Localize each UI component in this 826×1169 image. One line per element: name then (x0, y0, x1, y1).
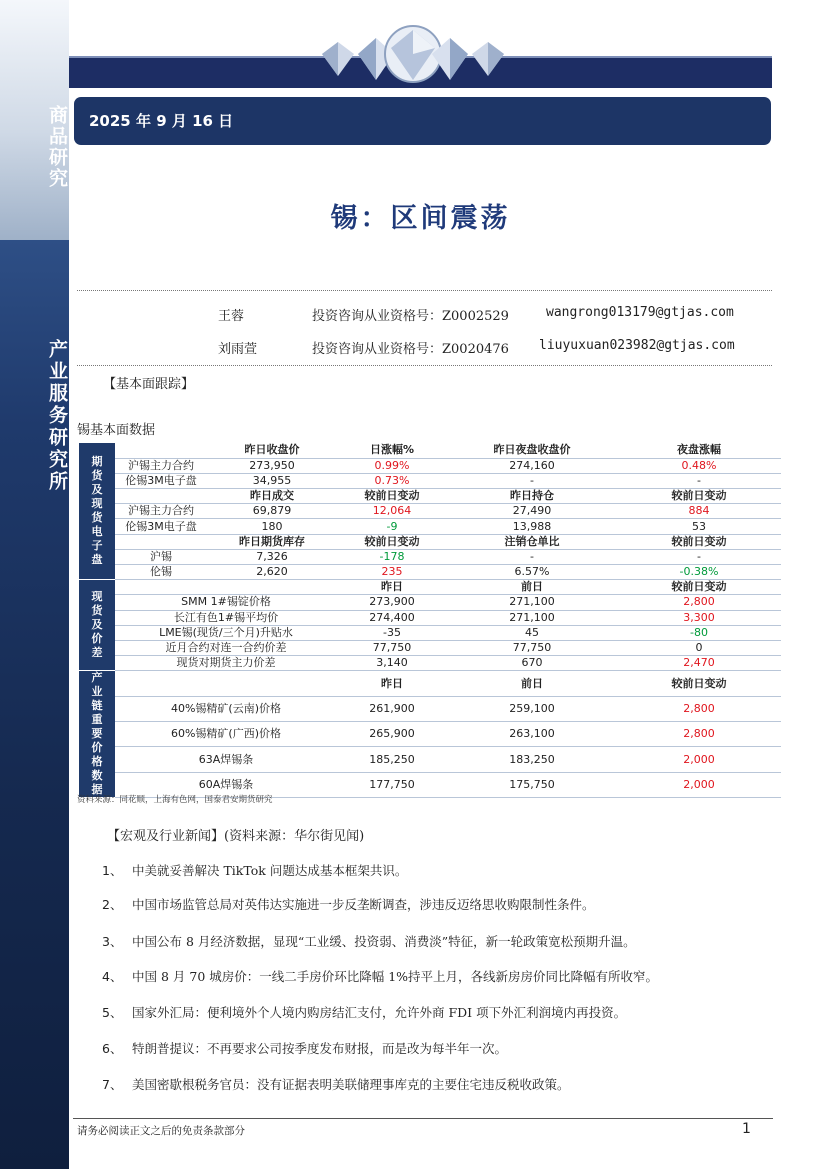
news-text: 中国 8 月 70 城房价：一线二手房价环比降幅 1%持平上月，各线新房房价同比降幅有所收窄。 (132, 969, 659, 984)
cell: -0.38% (617, 565, 781, 580)
cell: 185,250 (337, 747, 447, 772)
news-item (102, 862, 407, 880)
cell: 177,750 (337, 772, 447, 797)
column-header: 昨日成交 (207, 489, 337, 504)
cell: 0.99% (337, 458, 447, 473)
cell: 45 (447, 625, 617, 640)
row-label: LME锡(现货/三个月)升贴水 (115, 625, 337, 640)
cell: 2,800 (617, 595, 781, 610)
page-number: 1 (742, 1121, 751, 1137)
cell: 265,900 (337, 722, 447, 747)
table-header-row (79, 580, 781, 595)
table-header-row (79, 671, 781, 696)
column-header: 昨日期货库存 (207, 534, 337, 549)
cell: 271,100 (447, 595, 617, 610)
cell: 69,879 (207, 504, 337, 519)
column-header: 昨日 (337, 671, 447, 696)
row-label: 伦锡3M电子盘 (115, 473, 207, 488)
date-bar: 2025 年 9 月 16 日 (74, 97, 771, 145)
table-row (79, 595, 781, 610)
cell: - (617, 549, 781, 564)
column-header: 较前日变动 (337, 489, 447, 504)
cell: 2,000 (617, 747, 781, 772)
news-item (102, 896, 595, 914)
table-row (79, 656, 781, 671)
institute-label: 产业服务研究所 (46, 339, 68, 493)
column-header: 较前日变动 (617, 489, 781, 504)
news-number: 1、 (102, 863, 123, 878)
column-header: 昨日夜盘收盘价 (447, 443, 617, 458)
cell: 273,950 (207, 458, 337, 473)
news-number: 5、 (102, 1005, 123, 1020)
row-label: 40%锡精矿(云南)价格 (115, 696, 337, 721)
disclaimer-note: 请务必阅读正文之后的免责条款部分 (77, 1125, 245, 1137)
cell: 2,470 (617, 656, 781, 671)
table-header-row (79, 534, 781, 549)
cell: 175,750 (447, 772, 617, 797)
cell: 670 (447, 656, 617, 671)
cell: -80 (617, 625, 781, 640)
table-header-row (79, 489, 781, 504)
cell: 3,140 (337, 656, 447, 671)
cell: 271,100 (447, 610, 617, 625)
table-row (79, 625, 781, 640)
news-item (102, 1076, 570, 1094)
cell: 12,064 (337, 504, 447, 519)
table-row (79, 549, 781, 564)
table-row (79, 640, 781, 655)
cell: 13,988 (447, 519, 617, 534)
author-qualification: 投资咨询从业资格号：Z0020476 (312, 342, 509, 357)
cell: 0 (617, 640, 781, 655)
table-row (79, 696, 781, 721)
group-label: 产业链重要价格数据 (79, 671, 115, 798)
author-name: 刘雨萱 (218, 342, 258, 357)
news-item (102, 968, 658, 986)
cell: 77,750 (337, 640, 447, 655)
cell: 7,326 (207, 549, 337, 564)
row-label: 伦锡3M电子盘 (115, 519, 207, 534)
author-email[interactable]: wangrong013179@gtjas.com (546, 305, 734, 320)
table-row (79, 519, 781, 534)
row-label: 60%锡精矿(广西)价格 (115, 722, 337, 747)
cell: -178 (337, 549, 447, 564)
row-label: 沪锡主力合约 (115, 458, 207, 473)
news-heading: 【宏观及行业新闻】(资料来源：华尔街见闻) (107, 829, 365, 844)
news-text: 特朗普提议：不再要求公司按季度发布财报，而是改为每半年一次。 (132, 1041, 508, 1056)
cell: 180 (207, 519, 337, 534)
fundamentals-table (79, 443, 781, 798)
author-email[interactable]: liuyuxuan023982@gtjas.com (539, 338, 735, 353)
cell: 0.48% (617, 458, 781, 473)
news-text: 中国市场监管总局对英伟达实施进一步反垄断调查，涉违反迈络思收购限制性条件。 (132, 897, 595, 912)
diamond-logo-icon (318, 24, 508, 88)
column-header: 前日 (447, 671, 617, 696)
cell: 261,900 (337, 696, 447, 721)
news-text: 中美就妥善解决 TikTok 问题达成基本框架共识。 (132, 863, 408, 878)
table-row (79, 458, 781, 473)
cell: 27,490 (447, 504, 617, 519)
column-header: 夜盘涨幅 (617, 443, 781, 458)
cell: 6.57% (447, 565, 617, 580)
report-title: 锡：区间震荡 (330, 203, 511, 234)
cell: 0.73% (337, 473, 447, 488)
row-label: SMM 1#锡锭价格 (115, 595, 337, 610)
row-label: 现货对期货主力价差 (115, 656, 337, 671)
row-label: 63A焊锡条 (115, 747, 337, 772)
cell: 2,800 (617, 696, 781, 721)
news-number: 3、 (102, 934, 123, 949)
news-item (102, 1040, 507, 1058)
column-header: 较前日变动 (337, 534, 447, 549)
table-title: 锡基本面数据 (77, 423, 156, 438)
cell: 3,300 (617, 610, 781, 625)
cell: 274,400 (337, 610, 447, 625)
table-row (79, 565, 781, 580)
cell: 34,955 (207, 473, 337, 488)
cell: 274,160 (447, 458, 617, 473)
table-row (79, 473, 781, 488)
group-label: 期货及现货电子盘 (79, 443, 115, 580)
table-header-row (79, 443, 781, 458)
news-number: 6、 (102, 1041, 123, 1056)
row-label: 伦锡 (115, 565, 207, 580)
column-header: 前日 (447, 580, 617, 595)
news-number: 7、 (102, 1077, 123, 1092)
column-header: 较前日变动 (617, 671, 781, 696)
footer-line (73, 1118, 773, 1119)
news-item (102, 933, 636, 951)
cell: 2,800 (617, 722, 781, 747)
column-header: 昨日收盘价 (207, 443, 337, 458)
cell: 2,000 (617, 772, 781, 797)
cell: 259,100 (447, 696, 617, 721)
column-header: 昨日持仓 (447, 489, 617, 504)
author-qualification: 投资咨询从业资格号：Z0002529 (312, 309, 509, 324)
row-label: 沪锡 (115, 549, 207, 564)
cell: 2,620 (207, 565, 337, 580)
table-row (79, 747, 781, 772)
cell: 263,100 (447, 722, 617, 747)
cell: 273,900 (337, 595, 447, 610)
divider (77, 365, 772, 366)
row-label: 长江有色1#锡平均价 (115, 610, 337, 625)
category-label: 商品研究 (46, 105, 68, 189)
cell: -35 (337, 625, 447, 640)
fundamentals-tag: 【基本面跟踪】 (103, 377, 195, 392)
table-row (79, 722, 781, 747)
cell: - (447, 473, 617, 488)
news-text: 中国公布 8 月经济数据，显现“工业缓、投资弱、消费淡”特征，新一轮政策宽松预期升温。 (132, 934, 636, 949)
cell: - (447, 549, 617, 564)
cell: 183,250 (447, 747, 617, 772)
cell: 53 (617, 519, 781, 534)
row-label: 沪锡主力合约 (115, 504, 207, 519)
cell: -9 (337, 519, 447, 534)
side-bar (0, 0, 69, 1169)
row-label: 近月合约对连一合约价差 (115, 640, 337, 655)
news-number: 4、 (102, 969, 123, 984)
column-header: 较前日变动 (617, 534, 781, 549)
news-item (102, 1004, 626, 1022)
news-number: 2、 (102, 897, 123, 912)
table-row (79, 504, 781, 519)
cell: 884 (617, 504, 781, 519)
cell: 77,750 (447, 640, 617, 655)
column-header: 日涨幅% (337, 443, 447, 458)
cell: - (617, 473, 781, 488)
cell: 235 (337, 565, 447, 580)
table-row (79, 610, 781, 625)
column-header: 较前日变动 (617, 580, 781, 595)
column-header: 昨日 (337, 580, 447, 595)
data-source-note: 资料来源：同花顺，上海有色网，国泰君安期货研究 (77, 795, 273, 805)
group-label: 现货及价差 (79, 580, 115, 671)
news-text: 美国密歇根税务官员：没有证据表明美联储理事库克的主要住宅违反税收政策。 (132, 1077, 570, 1092)
news-text: 国家外汇局：便利境外个人境内购房结汇支付，允许外商 FDI 项下外汇利润境内再投资。 (132, 1005, 627, 1020)
author-name: 王蓉 (218, 309, 245, 324)
divider (77, 290, 772, 291)
column-header: 注销仓单比 (447, 534, 617, 549)
row-label: 60A焊锡条 (115, 772, 337, 797)
